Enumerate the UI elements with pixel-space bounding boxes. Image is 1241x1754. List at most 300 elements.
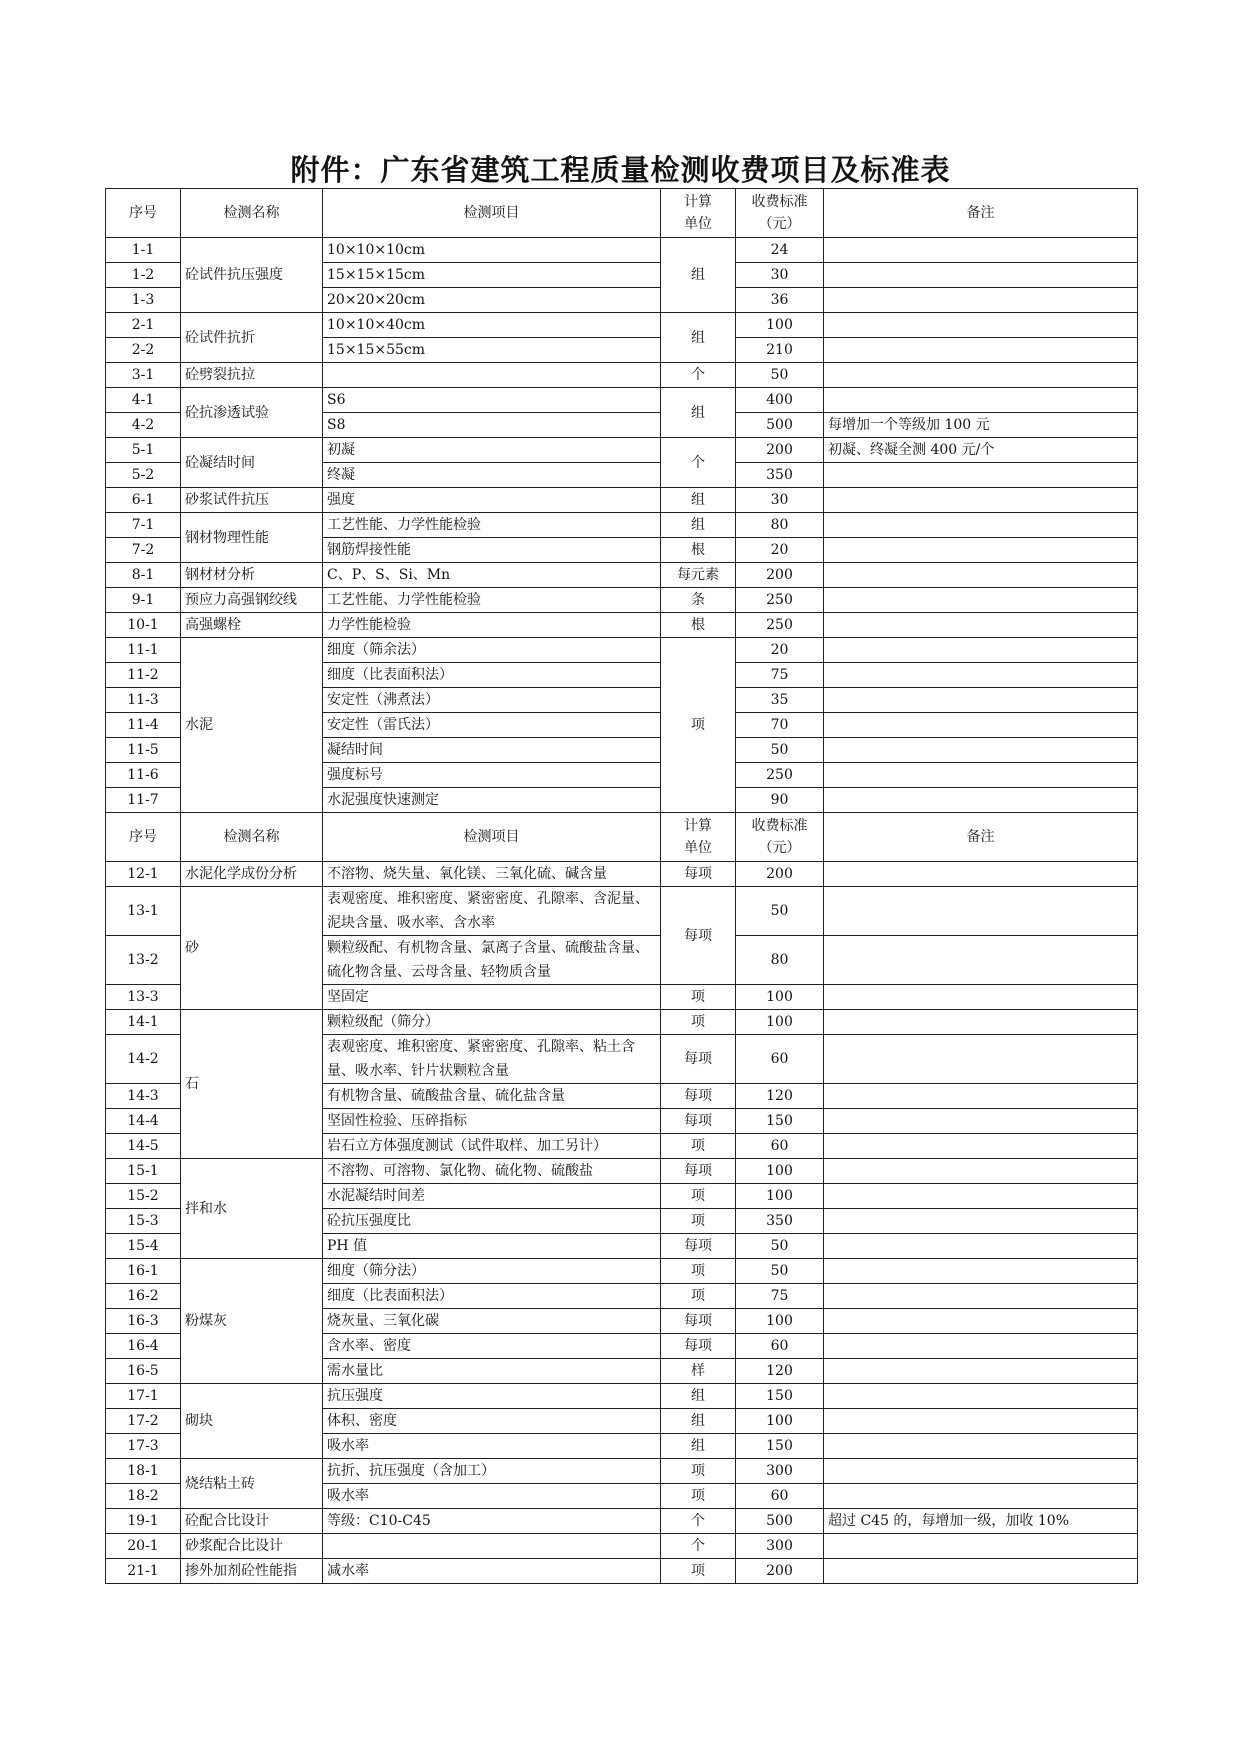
unit: 每项: [661, 1035, 736, 1084]
test-name: 砼凝结时间: [181, 438, 323, 488]
unit: 个: [661, 438, 736, 488]
fee: 30: [736, 263, 824, 288]
row-seq: 14-4: [106, 1109, 181, 1134]
row-seq: 18-2: [106, 1484, 181, 1509]
note: [824, 1334, 1138, 1359]
test-name: 砼劈裂抗拉: [181, 363, 323, 388]
header-fee-line2: （元）: [758, 216, 801, 232]
header-item: 检测项目: [323, 813, 661, 862]
fee: 60: [736, 1334, 824, 1359]
note: [824, 1209, 1138, 1234]
test-name: 砂浆配合比设计: [181, 1534, 323, 1559]
fee: 70: [736, 713, 824, 738]
fee: 100: [736, 313, 824, 338]
row-seq: 8-1: [106, 563, 181, 588]
unit: 组: [661, 1384, 736, 1409]
row-seq: 16-5: [106, 1359, 181, 1384]
test-item: 细度（比表面积法）: [323, 1284, 661, 1309]
fee: 35: [736, 688, 824, 713]
row-seq: 13-2: [106, 936, 181, 985]
fee: 150: [736, 1384, 824, 1409]
test-item: 工艺性能、力学性能检验: [323, 513, 661, 538]
test-item: 水泥凝结时间差: [323, 1184, 661, 1209]
table-row: [106, 1159, 1138, 1184]
note: [824, 338, 1138, 363]
note: [824, 1010, 1138, 1035]
test-item: PH 值: [323, 1234, 661, 1259]
note: [824, 1534, 1138, 1559]
fee: 60: [736, 1035, 824, 1084]
note: [824, 1284, 1138, 1309]
note: [824, 1184, 1138, 1209]
note: [824, 1309, 1138, 1334]
test-item: 需水量比: [323, 1359, 661, 1384]
test-item: C、P、S、Si、Mn: [323, 563, 661, 588]
unit: 项: [661, 1559, 736, 1584]
note: [824, 1234, 1138, 1259]
test-item: 吸水率: [323, 1434, 661, 1459]
table-row: [106, 613, 1138, 638]
unit: 项: [661, 1209, 736, 1234]
row-seq: 21-1: [106, 1559, 181, 1584]
fee: 250: [736, 763, 824, 788]
row-seq: 1-2: [106, 263, 181, 288]
fee: 200: [736, 563, 824, 588]
row-seq: 5-1: [106, 438, 181, 463]
note: [824, 738, 1138, 763]
row-seq: 12-1: [106, 862, 181, 887]
test-name: 砼试件抗折: [181, 313, 323, 363]
row-seq: 11-6: [106, 763, 181, 788]
note: [824, 1484, 1138, 1509]
document-title: 附件：广东省建筑工程质量检测收费项目及标准表: [290, 153, 951, 187]
test-item: 10×10×40cm: [323, 313, 661, 338]
table-row: [106, 1259, 1138, 1284]
table-row: [106, 887, 1138, 936]
row-seq: 3-1: [106, 363, 181, 388]
fee: 60: [736, 1134, 824, 1159]
row-seq: 20-1: [106, 1534, 181, 1559]
unit: 个: [661, 1509, 736, 1534]
test-name: 掺外加剂砼性能指: [181, 1559, 323, 1584]
test-name: 砼试件抗压强度: [181, 238, 323, 313]
unit: 每元素: [661, 563, 736, 588]
fee: 20: [736, 538, 824, 563]
fee: 80: [736, 936, 824, 985]
test-item: 有机物含量、硫酸盐含量、硫化盐含量: [323, 1084, 661, 1109]
test-item: 体积、密度: [323, 1409, 661, 1434]
unit: 每项: [661, 887, 736, 985]
header-seq: 序号: [106, 189, 181, 238]
row-seq: 13-3: [106, 985, 181, 1010]
fee: 400: [736, 388, 824, 413]
unit: 组: [661, 238, 736, 313]
note: [824, 1409, 1138, 1434]
test-item: 表观密度、堆积密度、紧密密度、孔隙率、含泥量、泥块含量、吸水率、含水率: [323, 887, 661, 936]
note: [824, 388, 1138, 413]
fee: 150: [736, 1434, 824, 1459]
header-note: 备注: [824, 813, 1138, 862]
test-name: 钢材材分析: [181, 563, 323, 588]
fee: 300: [736, 1459, 824, 1484]
header-unit: [661, 813, 736, 862]
row-seq: 15-1: [106, 1159, 181, 1184]
note: [824, 663, 1138, 688]
header-unit-line1: 计算: [684, 818, 712, 834]
row-seq: 6-1: [106, 488, 181, 513]
note: [824, 1259, 1138, 1284]
note: [824, 638, 1138, 663]
test-item: [323, 363, 661, 388]
unit: 项: [661, 1259, 736, 1284]
test-item: 强度: [323, 488, 661, 513]
row-seq: 14-5: [106, 1134, 181, 1159]
test-item: 工艺性能、力学性能检验: [323, 588, 661, 613]
row-seq: 11-4: [106, 713, 181, 738]
fee: 500: [736, 413, 824, 438]
table-row: [106, 388, 1138, 413]
header-name: 检测名称: [181, 189, 323, 238]
fee: 100: [736, 1309, 824, 1334]
note: [824, 288, 1138, 313]
test-name: 砼配合比设计: [181, 1509, 323, 1534]
header-unit-line2: 单位: [684, 216, 712, 232]
fee: 50: [736, 1259, 824, 1284]
note: [824, 788, 1138, 813]
unit: 根: [661, 613, 736, 638]
row-seq: 11-3: [106, 688, 181, 713]
row-seq: 17-2: [106, 1409, 181, 1434]
note: [824, 1384, 1138, 1409]
test-item: 砼抗压强度比: [323, 1209, 661, 1234]
fee: 50: [736, 1234, 824, 1259]
table-row: [106, 438, 1138, 463]
unit: 项: [661, 1459, 736, 1484]
test-item: 抗折、抗压强度（含加工）: [323, 1459, 661, 1484]
fee: 90: [736, 788, 824, 813]
unit: 每项: [661, 1234, 736, 1259]
note: [824, 588, 1138, 613]
test-name: 水泥化学成份分析: [181, 862, 323, 887]
test-item: 颗粒级配（筛分）: [323, 1010, 661, 1035]
test-item: 强度标号: [323, 763, 661, 788]
row-seq: 11-2: [106, 663, 181, 688]
row-seq: 5-2: [106, 463, 181, 488]
test-name: 水泥: [181, 638, 323, 813]
fee: 120: [736, 1084, 824, 1109]
unit: 项: [661, 1010, 736, 1035]
table-row: [106, 1459, 1138, 1484]
table-row: [106, 1559, 1138, 1584]
unit: 每项: [661, 1159, 736, 1184]
fee: 350: [736, 1209, 824, 1234]
table-header-row: [106, 813, 1138, 862]
test-name: 粉煤灰: [181, 1259, 323, 1384]
row-seq: 7-1: [106, 513, 181, 538]
test-item: 15×15×15cm: [323, 263, 661, 288]
unit: 项: [661, 985, 736, 1010]
test-name: 预应力高强钢绞线: [181, 588, 323, 613]
row-seq: 14-2: [106, 1035, 181, 1084]
note: [824, 713, 1138, 738]
fee-table-body: [106, 189, 1138, 1584]
note: [824, 1459, 1138, 1484]
test-item: 钢筋焊接性能: [323, 538, 661, 563]
test-name: 拌和水: [181, 1159, 323, 1259]
header-unit-line2: 单位: [684, 840, 712, 856]
note: [824, 563, 1138, 588]
header-seq: 序号: [106, 813, 181, 862]
note: 超过 C45 的，每增加一级，加收 10%: [824, 1509, 1138, 1534]
header-unit: [661, 189, 736, 238]
fee: 50: [736, 887, 824, 936]
test-item: 不溶物、烧失量、氧化镁、三氧化硫、碱含量: [323, 862, 661, 887]
fee: 350: [736, 463, 824, 488]
note: [824, 538, 1138, 563]
test-name: 砼抗渗透试验: [181, 388, 323, 438]
row-seq: 16-1: [106, 1259, 181, 1284]
unit: 组: [661, 1434, 736, 1459]
note: [824, 513, 1138, 538]
table-row: [106, 1509, 1138, 1534]
table-row: [106, 638, 1138, 663]
row-seq: 11-1: [106, 638, 181, 663]
unit: 项: [661, 638, 736, 813]
row-seq: 15-3: [106, 1209, 181, 1234]
note: [824, 363, 1138, 388]
header-fee-line2: （元）: [758, 840, 801, 856]
fee: 24: [736, 238, 824, 263]
unit: 组: [661, 513, 736, 538]
test-item: 抗压强度: [323, 1384, 661, 1409]
test-item: 安定性（沸煮法）: [323, 688, 661, 713]
row-seq: 16-2: [106, 1284, 181, 1309]
note: [824, 763, 1138, 788]
row-seq: 7-2: [106, 538, 181, 563]
test-name: 石: [181, 1010, 323, 1159]
table-header-row: [106, 189, 1138, 238]
note: 每增加一个等级加 100 元: [824, 413, 1138, 438]
test-item: 表观密度、堆积密度、紧密密度、孔隙率、粘土含量、吸水率、针片状颗粒含量: [323, 1035, 661, 1084]
test-item: 安定性（雷氏法）: [323, 713, 661, 738]
unit: 个: [661, 1534, 736, 1559]
test-item: 吸水率: [323, 1484, 661, 1509]
fee: 100: [736, 1184, 824, 1209]
row-seq: 15-4: [106, 1234, 181, 1259]
row-seq: 11-7: [106, 788, 181, 813]
fee: 60: [736, 1484, 824, 1509]
row-seq: 2-2: [106, 338, 181, 363]
unit: 每项: [661, 1309, 736, 1334]
unit: 组: [661, 1409, 736, 1434]
note: [824, 313, 1138, 338]
unit: 项: [661, 1184, 736, 1209]
fee: 30: [736, 488, 824, 513]
test-name: 高强螺栓: [181, 613, 323, 638]
table-row: [106, 1010, 1138, 1035]
test-item: 水泥强度快速测定: [323, 788, 661, 813]
note: [824, 1084, 1138, 1109]
test-item: 颗粒级配、有机物含量、氯离子含量、硫酸盐含量、硫化物含量、云母含量、轻物质含量: [323, 936, 661, 985]
header-name: 检测名称: [181, 813, 323, 862]
unit: 根: [661, 538, 736, 563]
test-item: 细度（筛分法）: [323, 1259, 661, 1284]
note: [824, 463, 1138, 488]
table-row: [106, 238, 1138, 263]
fee: 250: [736, 613, 824, 638]
header-fee-line1: 收费标准: [751, 194, 808, 210]
fee: 50: [736, 363, 824, 388]
fee: 80: [736, 513, 824, 538]
fee: 100: [736, 1159, 824, 1184]
note: [824, 1134, 1138, 1159]
header-note: 备注: [824, 189, 1138, 238]
test-item: [323, 1534, 661, 1559]
note: [824, 1559, 1138, 1584]
header-fee: [736, 189, 824, 238]
fee: 20: [736, 638, 824, 663]
test-item: S6: [323, 388, 661, 413]
unit: 项: [661, 1134, 736, 1159]
test-item: 坚固定: [323, 985, 661, 1010]
table-row: [106, 588, 1138, 613]
unit: 项: [661, 1484, 736, 1509]
fee: 250: [736, 588, 824, 613]
row-seq: 2-1: [106, 313, 181, 338]
row-seq: 15-2: [106, 1184, 181, 1209]
note: [824, 985, 1138, 1010]
header-fee: [736, 813, 824, 862]
note: [824, 1359, 1138, 1384]
row-seq: 11-5: [106, 738, 181, 763]
fee: 100: [736, 1409, 824, 1434]
fee: 50: [736, 738, 824, 763]
test-item: 细度（比表面积法）: [323, 663, 661, 688]
unit: 每项: [661, 1334, 736, 1359]
test-item: 坚固性检验、压碎指标: [323, 1109, 661, 1134]
test-item: 力学性能检验: [323, 613, 661, 638]
unit: 组: [661, 488, 736, 513]
fee: 200: [736, 438, 824, 463]
note: [824, 613, 1138, 638]
note: [824, 936, 1138, 985]
note: [824, 688, 1138, 713]
test-item: 凝结时间: [323, 738, 661, 763]
row-seq: 17-3: [106, 1434, 181, 1459]
header-fee-line1: 收费标准: [751, 818, 808, 834]
test-item: 细度（筛余法）: [323, 638, 661, 663]
header-unit-line1: 计算: [684, 194, 712, 210]
row-seq: 18-1: [106, 1459, 181, 1484]
unit: 项: [661, 1284, 736, 1309]
test-item: 初凝: [323, 438, 661, 463]
unit: 组: [661, 313, 736, 363]
unit: 每项: [661, 1084, 736, 1109]
test-name: 砌块: [181, 1384, 323, 1459]
test-name: 钢材物理性能: [181, 513, 323, 563]
note: [824, 1434, 1138, 1459]
row-seq: 14-3: [106, 1084, 181, 1109]
row-seq: 10-1: [106, 613, 181, 638]
table-row: [106, 563, 1138, 588]
note: [824, 1035, 1138, 1084]
fee: 500: [736, 1509, 824, 1534]
table-row: [106, 313, 1138, 338]
fee: 200: [736, 862, 824, 887]
fee-standard-table: [105, 188, 1138, 1584]
test-item: 减水率: [323, 1559, 661, 1584]
test-name: 砂浆试件抗压: [181, 488, 323, 513]
table-row: [106, 488, 1138, 513]
test-item: 15×15×55cm: [323, 338, 661, 363]
test-item: 不溶物、可溶物、氯化物、硫化物、硫酸盐: [323, 1159, 661, 1184]
row-seq: 1-1: [106, 238, 181, 263]
note: 初凝、终凝全测 400 元/个: [824, 438, 1138, 463]
test-item: 岩石立方体强度测试（试件取样、加工另计）: [323, 1134, 661, 1159]
fee: 75: [736, 1284, 824, 1309]
fee: 100: [736, 1010, 824, 1035]
table-row: [106, 513, 1138, 538]
test-item: 烧灰量、三氧化碳: [323, 1309, 661, 1334]
header-item: 检测项目: [323, 189, 661, 238]
row-seq: 4-1: [106, 388, 181, 413]
fee: 210: [736, 338, 824, 363]
fee: 300: [736, 1534, 824, 1559]
test-item: 10×10×10cm: [323, 238, 661, 263]
fee: 200: [736, 1559, 824, 1584]
unit: 样: [661, 1359, 736, 1384]
row-seq: 14-1: [106, 1010, 181, 1035]
fee: 120: [736, 1359, 824, 1384]
row-seq: 16-4: [106, 1334, 181, 1359]
unit: 每项: [661, 1109, 736, 1134]
fee: 75: [736, 663, 824, 688]
test-item: 含水率、密度: [323, 1334, 661, 1359]
unit: 条: [661, 588, 736, 613]
table-row: [106, 363, 1138, 388]
row-seq: 4-2: [106, 413, 181, 438]
fee: 100: [736, 985, 824, 1010]
table-row: [106, 1534, 1138, 1559]
note: [824, 887, 1138, 936]
fee: 150: [736, 1109, 824, 1134]
unit: 每项: [661, 862, 736, 887]
table-row: [106, 1384, 1138, 1409]
row-seq: 1-3: [106, 288, 181, 313]
fee: 36: [736, 288, 824, 313]
row-seq: 9-1: [106, 588, 181, 613]
note: [824, 238, 1138, 263]
test-name: 烧结粘土砖: [181, 1459, 323, 1509]
row-seq: 13-1: [106, 887, 181, 936]
note: [824, 263, 1138, 288]
row-seq: 17-1: [106, 1384, 181, 1409]
unit: 组: [661, 388, 736, 438]
table-row: [106, 862, 1138, 887]
test-item: 等级：C10-C45: [323, 1509, 661, 1534]
unit: 个: [661, 363, 736, 388]
note: [824, 1109, 1138, 1134]
row-seq: 16-3: [106, 1309, 181, 1334]
test-item: 20×20×20cm: [323, 288, 661, 313]
test-item: 终凝: [323, 463, 661, 488]
note: [824, 1159, 1138, 1184]
test-name: 砂: [181, 887, 323, 1010]
note: [824, 488, 1138, 513]
note: [824, 862, 1138, 887]
test-item: S8: [323, 413, 661, 438]
row-seq: 19-1: [106, 1509, 181, 1534]
